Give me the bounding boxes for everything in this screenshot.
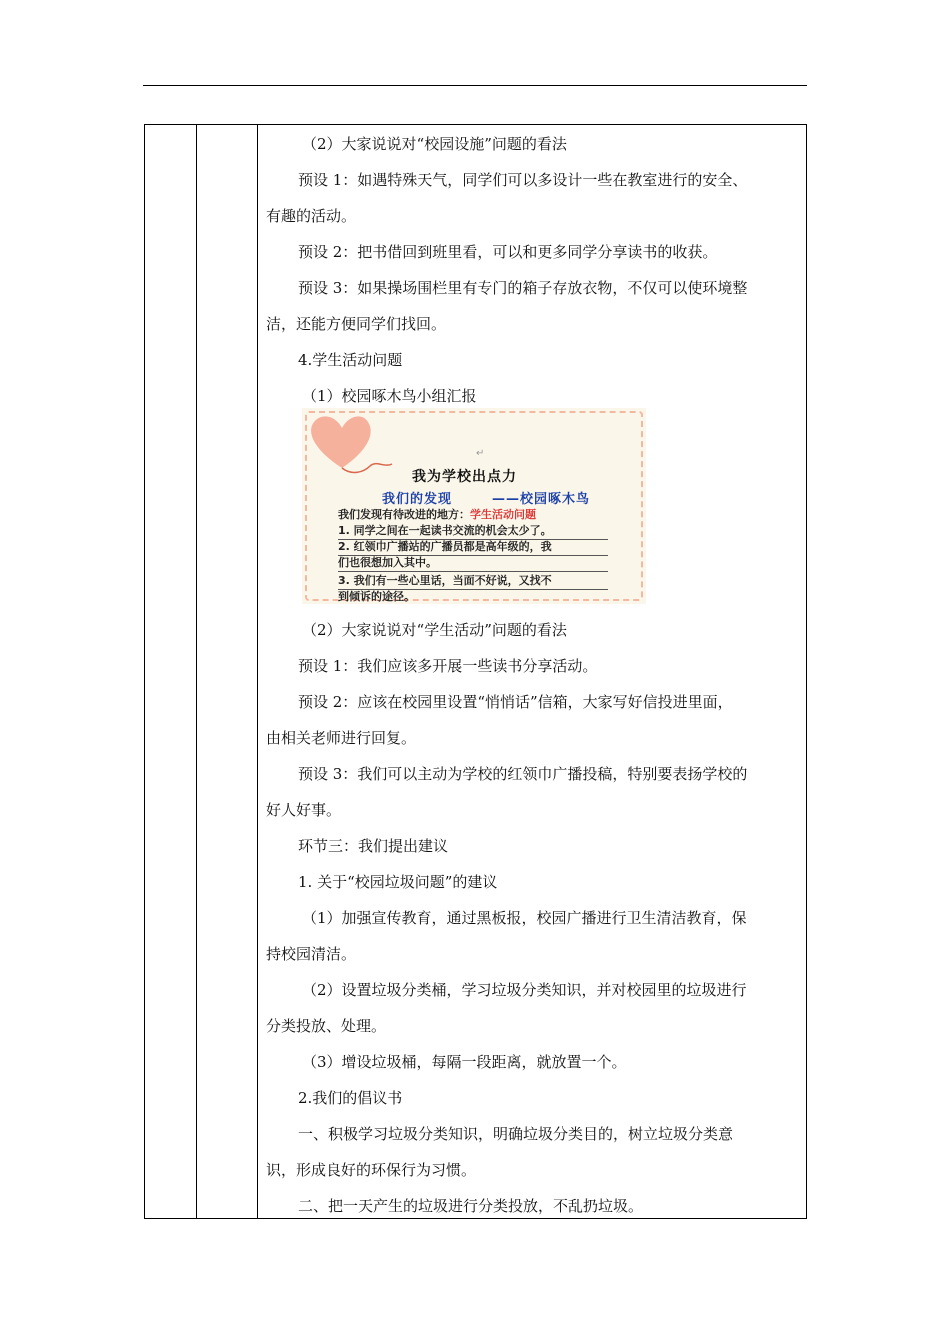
section-heading: 环节三：我们提出建议 (298, 837, 449, 855)
lesson-content-bottom (266, 612, 796, 1224)
paragraph: 有趣的活动。 (266, 207, 357, 225)
return-mark: ↵ (476, 448, 485, 459)
heart-icon (304, 410, 394, 480)
paragraph: 分类投放、处理。 (266, 1017, 387, 1035)
paragraph: 好人好事。 (266, 801, 342, 819)
paragraph: 二、把一天产生的垃圾进行分类投放，不乱扔垃圾。 (298, 1197, 644, 1215)
figure-item: 1. 同学之间在一起读书交流的机会太少了。 (338, 522, 608, 540)
paragraph: 预设 3：我们可以主动为学校的红领巾广播投稿，特别要表扬学校的 (298, 765, 748, 783)
report-card-image (302, 408, 646, 604)
paragraph: 持校园清洁。 (266, 945, 357, 963)
table-column-divider-1 (196, 124, 197, 1219)
paragraph: （1）校园啄木鸟小组汇报 (302, 387, 477, 405)
figure-item: 2. 红领巾广播站的广播员都是高年级的，我 (338, 538, 608, 556)
paragraph: （3）增设垃圾桶，每隔一段距离，就放置一个。 (302, 1053, 627, 1071)
figure-item: 3. 我们有一些心里话，当面不好说，又找不 (338, 572, 608, 590)
header-rule (143, 85, 807, 86)
paragraph: （2）大家说说对“学生活动”问题的看法 (302, 621, 567, 639)
figure-title: 我为学校出点力 (412, 469, 517, 485)
paragraph: 由相关老师进行回复。 (266, 729, 417, 747)
figure-item: 们也很想加入其中。 (338, 554, 608, 572)
paragraph: 预设 2：把书借回到班里看，可以和更多同学分享读书的收获。 (298, 243, 718, 261)
paragraph: 一、积极学习垃圾分类知识，明确垃圾分类目的，树立垃圾分类意 (298, 1125, 734, 1143)
paragraph: 预设 1：如遇特殊天气，同学们可以多设计一些在教室进行的安全、 (298, 171, 748, 189)
table-column-divider-2 (257, 124, 258, 1219)
section-heading: 2.我们的倡议书 (298, 1089, 403, 1107)
paragraph: 预设 3：如果操场围栏里有专门的箱子存放衣物，不仅可以使环境整 (298, 279, 748, 297)
paragraph: 预设 2：应该在校园里设置“悄悄话”信箱，大家写好信投进里面， (298, 693, 733, 711)
figure-item: 到倾诉的途径。 (338, 588, 608, 604)
paragraph: （1）加强宣传教育，通过黑板报，校园广播进行卫生清洁教育，保 (302, 909, 747, 927)
section-heading: 1. 关于“校园垃圾问题”的建议 (298, 873, 498, 891)
figure-intro-highlight: 学生活动问题 (470, 508, 536, 521)
figure-intro (338, 506, 536, 522)
figure-intro-text: 我们发现有待改进的地方： (338, 508, 470, 521)
paragraph: （2）大家说说对“校园设施”问题的看法 (302, 135, 567, 153)
lesson-content-top (266, 126, 796, 414)
paragraph: （2）设置垃圾分类桶，学习垃圾分类知识，并对校园里的垃圾进行 (302, 981, 747, 999)
paragraph: 洁，还能方便同学们找回。 (266, 315, 447, 333)
paragraph: 识，形成良好的环保行为习惯。 (266, 1161, 477, 1179)
section-heading: 4.学生活动问题 (298, 351, 403, 369)
figure-subtitle-right: ——校园啄木鸟 (492, 492, 591, 507)
paragraph: 预设 1：我们应该多开展一些读书分享活动。 (298, 657, 598, 675)
figure-subtitle: 我们的发现 (382, 492, 453, 507)
